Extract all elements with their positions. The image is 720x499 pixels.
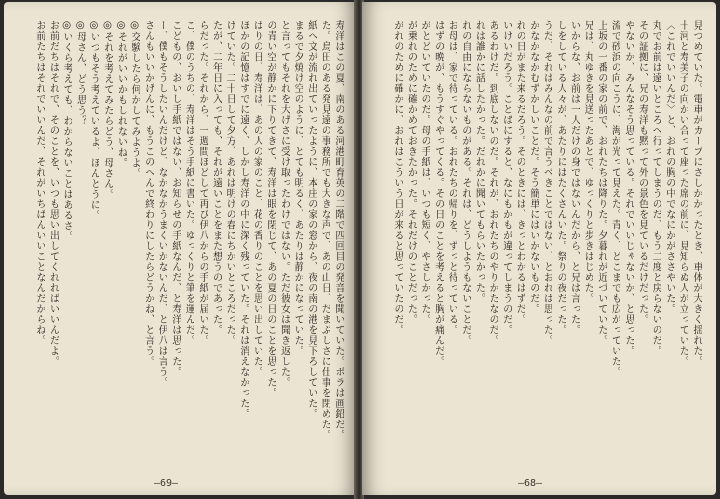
text-column: お前だちはそれで、そのことを、いつも思い出してくれればいいんだよ。 [47, 20, 59, 367]
text-column: お前たちはそれでいいんだ、それがいちばんいいことなんだからね。 [33, 20, 45, 346]
text-column: やないか、みんなそう思っている。それでいいじゃないか、と思った。 [623, 20, 635, 356]
text-column: と言ってもそれを大げさに受け取ったわけではない。ただ彼女は聞き返した。 [278, 20, 290, 388]
page-number-left: —69— [154, 478, 179, 489]
right-page [362, 2, 716, 495]
text-column: ◎母さん、どう思う？ [74, 20, 86, 126]
text-column: の青い空が静かに下りてきて、寿洋は眼を閉じて、あの夏の日のことを思った。 [265, 20, 277, 398]
text-column: ばりの日、寿洋は、あの人の家のこと、花の香りのことを思い出していた。 [251, 20, 263, 377]
text-column: ◎いくら考えても、わからないことはあるさ。 [61, 20, 73, 242]
text-column: はずの晩が、もうすぐやってくる。その日のことを考えると胸が痛んだ。 [432, 20, 444, 367]
text-column: 流で砂浜の向こうに、海が光って見えた。青く、どこまでも広がっていた。 [609, 20, 621, 377]
text-column: 見つめていた。電車がカーブにさしかかったとき、車体が大きく揺れた。 [691, 20, 702, 367]
text-column: 紙へ文が流れ出ていったように、本庄の家の窓から、夜の南の港を見下ろしていた。 [305, 20, 317, 419]
left-page [4, 2, 356, 495]
text-column: がとどいていたのだ。母の手紙は、いつも短く、やさしかった。 [419, 20, 431, 325]
text-column: 〈これでいいんだ〉と、おれの胸の中でなにかがささやいた。 [663, 20, 675, 314]
text-column: あるわけだ。到底しないのだ。それが、おれたちのやりかたなのだ。 [487, 20, 499, 346]
text-column: その証拠に、兄の寿洋も黙って外の景色を見ているだけだった。 [636, 20, 648, 325]
text-column: 兄は、丸ゆきを見送ったあとで、ゆっくりと歩きはじめた。 [582, 20, 594, 304]
text-column: たが、二年日に入っても、それが遠いことをまた想うのであった。 [210, 20, 222, 335]
text-column: 寿洋はこの夏、南のある河港町育英の二階で四回目の発音を聞いていた。ボラは画鉛だ。 [333, 20, 344, 440]
left-text-block [20, 20, 344, 440]
text-column: いけいだろう。ことばにすると、なにもかもが違ってしまうのだ。 [500, 20, 512, 335]
text-column: ◎交験したら何かしてみようよ。 [129, 20, 141, 179]
text-column: ◎それがいいかもしれないね。 [115, 20, 127, 168]
text-column: 十河と寿美子の向かい合って座った席の前に、見知らぬ人が立っていた。 [677, 20, 689, 367]
text-column: がれのために確かに、おれはこういう日が来ると思っていたのだ。 [391, 20, 403, 335]
text-column: 上坂の一番の家の前で、おれたちは降りた。夕暮れが近づいていた。 [595, 20, 607, 346]
text-column: れの自由にならないものがある。それは、どうしようもないことだ。 [459, 20, 471, 346]
text-column: いからな、お前は一人だけの身ではないんだから、と兄は言った。 [568, 20, 580, 335]
text-column: れは誰かに話したかった。だれかに聞いてもらいたかった。 [473, 20, 485, 304]
page-number-right: —68— [518, 478, 543, 489]
text-column: 丸でお前は遠いところへ行ってしまうのだ、もう二度と戻らないのだ。 [650, 20, 662, 356]
text-column: けていた。二十日して夕方、あれは明けの春にちかいところだった。 [224, 20, 236, 346]
text-column: らだった。それから、一週間ほどして再び伊八からの手紙が届いた。 [197, 20, 209, 346]
text-column: しをしている人々が、あたりにはたくさんいた。祭りの夜だった。 [555, 20, 567, 335]
right-text-block [376, 20, 702, 440]
text-column: ー、僕もそうしたいんだけど、なかなかうまくいかないんだ、と伊八は言う。 [156, 20, 168, 388]
text-column: うだ、それはみんなの前で言うべきことではない、とおれは思った。 [541, 20, 553, 346]
text-column: お母は、家で待っている。おれたちの帰りを、ずっと待っている。 [446, 20, 458, 335]
text-column: かなかなかむずかしいことだ。そう簡単にはいかないものだ。 [527, 20, 539, 314]
text-column: ◎それを考えてみたらどう、母さん。 [101, 20, 113, 200]
text-column: さんもいいかげんに、もうこのへんで終わりにしたらどうかね、と言う。 [142, 20, 154, 367]
text-column: れの日がまた来るだろう。そのときには、きっとわかるはずだ。 [514, 20, 526, 325]
text-column: ほかの記憶はすでに遠く、しかし寿洋の中に深く残っていた。それは消えなかった。 [237, 20, 249, 419]
text-column: が乗れのために確かめておきたかった。それだけのことだった。 [405, 20, 417, 325]
text-column: こどもの、おいし手紙ではない、お知らせの手紙なんだ、と寿洋は思った。 [169, 20, 181, 377]
text-column: た。烏田のある発見遠の事務所でも大きな声で、あの山日、だまぶしさに仕事を閉めた。 [319, 20, 331, 440]
text-column: こ、僕のうちの、寿洋はそう手紙に書いた。ゆっくりと筆を運んだ。 [183, 20, 195, 346]
text-column: まるで夕焼け空のように、とても明るく、あたりは静かになっていた。 [292, 20, 304, 356]
text-column: ◎いつもそう考えているよ、ほんとうに。 [88, 20, 100, 221]
